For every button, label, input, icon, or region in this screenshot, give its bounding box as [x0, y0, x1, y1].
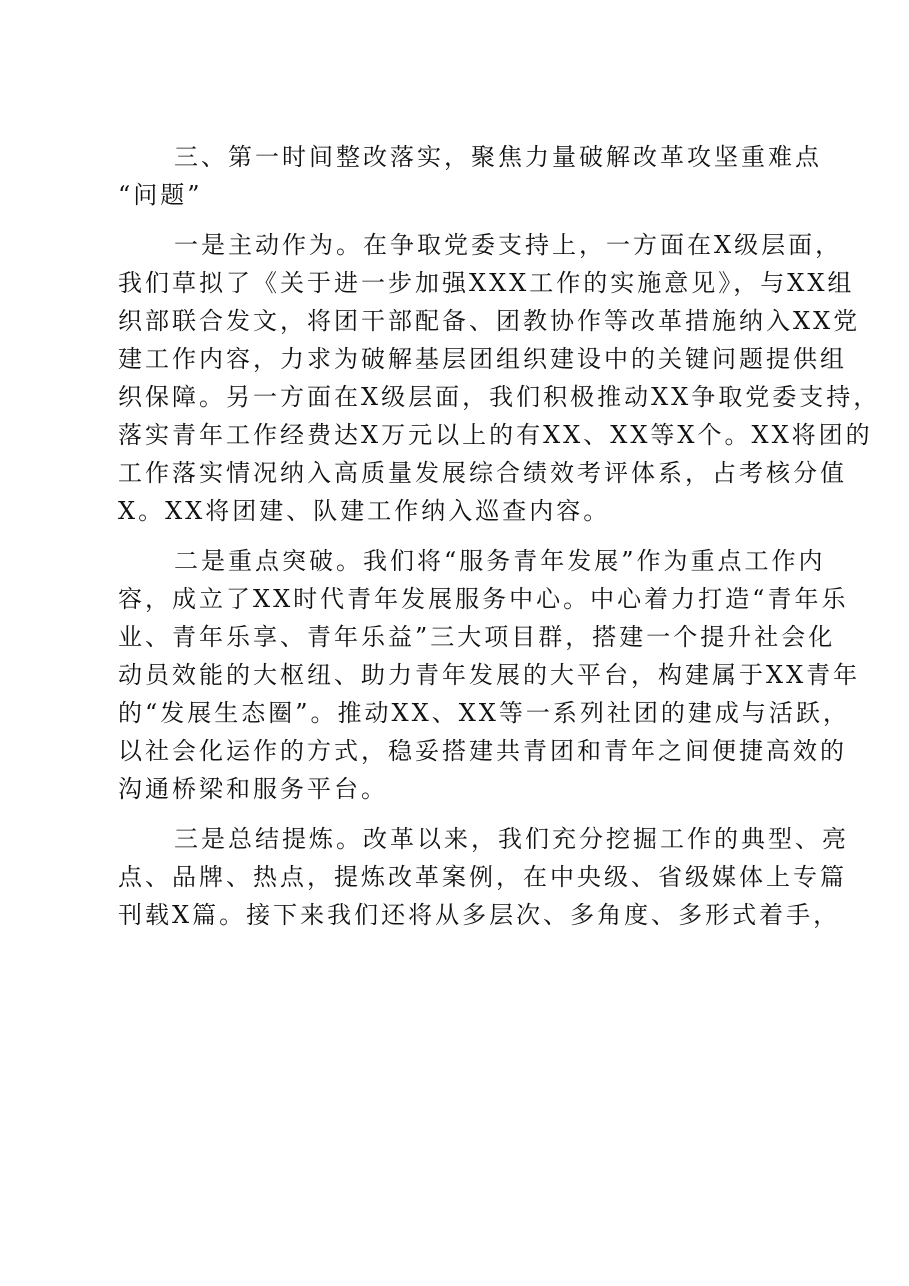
paragraph-line: 二是重点突破。我们将“服务青年发展”作为重点工作内	[174, 547, 826, 575]
paragraph-line: 我们草拟了《关于进一步加强XXX工作的实施意见》，与XX组	[118, 269, 855, 297]
paragraph-line: 一是主动作为。在争取党委支持上，一方面在X级层面，	[174, 231, 843, 259]
paragraph-line: 以社会化运作的方式，稳妥搭建共青团和青年之间便捷高效的	[118, 737, 847, 765]
paragraph-line: 三是总结提炼。改革以来，我们充分挖掘工作的典型、亮	[174, 825, 849, 853]
paragraph-summary	[118, 820, 849, 934]
paragraph-proactive	[118, 226, 881, 530]
paragraph-line: 织保障。另一方面在X级层面，我们积极推动XX争取党委支持，	[118, 383, 881, 411]
paragraph-line: 动员效能的大枢纽、助力青年发展的大平台，构建属于XX青年	[118, 661, 861, 689]
heading-line: 三、第一时间整改落实，聚焦力量破解改革攻坚重难点	[174, 143, 822, 171]
paragraph-line: 织部联合发文，将团干部配备、团教协作等改革措施纳入XX党	[118, 307, 861, 335]
paragraph-breakthrough	[118, 542, 861, 808]
paragraph-line: 点、品牌、热点，提炼改革案例，在中央级、省级媒体上专篇	[118, 863, 847, 891]
paragraph-line: 建工作内容，力求为破解基层团组织建设中的关键问题提供组	[118, 345, 847, 373]
paragraph-line: 容，成立了XX时代青年发展服务中心。中心着力打造“青年乐	[118, 585, 849, 613]
paragraph-line: 的“发展生态圈”。推动XX、XX等一系列社团的建成与活跃，	[118, 699, 850, 727]
paragraph-line: 落实青年工作经费达X万元以上的有XX、XX等X个。XX将团的	[118, 421, 873, 449]
document-body	[118, 138, 881, 934]
section-heading	[118, 138, 822, 214]
heading-line: “问题”	[118, 181, 203, 209]
paragraph-line: 刊载X篇。接下来我们还将从多层次、多角度、多形式着手，	[118, 901, 841, 929]
paragraph-line: 业、青年乐享、青年乐益”三大项目群，搭建一个提升社会化	[118, 623, 836, 651]
paragraph-line: 工作落实情况纳入高质量发展综合绩效考评体系，占考核分值	[118, 459, 847, 487]
paragraph-line: 沟通桥梁和服务平台。	[118, 775, 388, 803]
paragraph-line: X。XX将团建、队建工作纳入巡查内容。	[118, 497, 611, 525]
